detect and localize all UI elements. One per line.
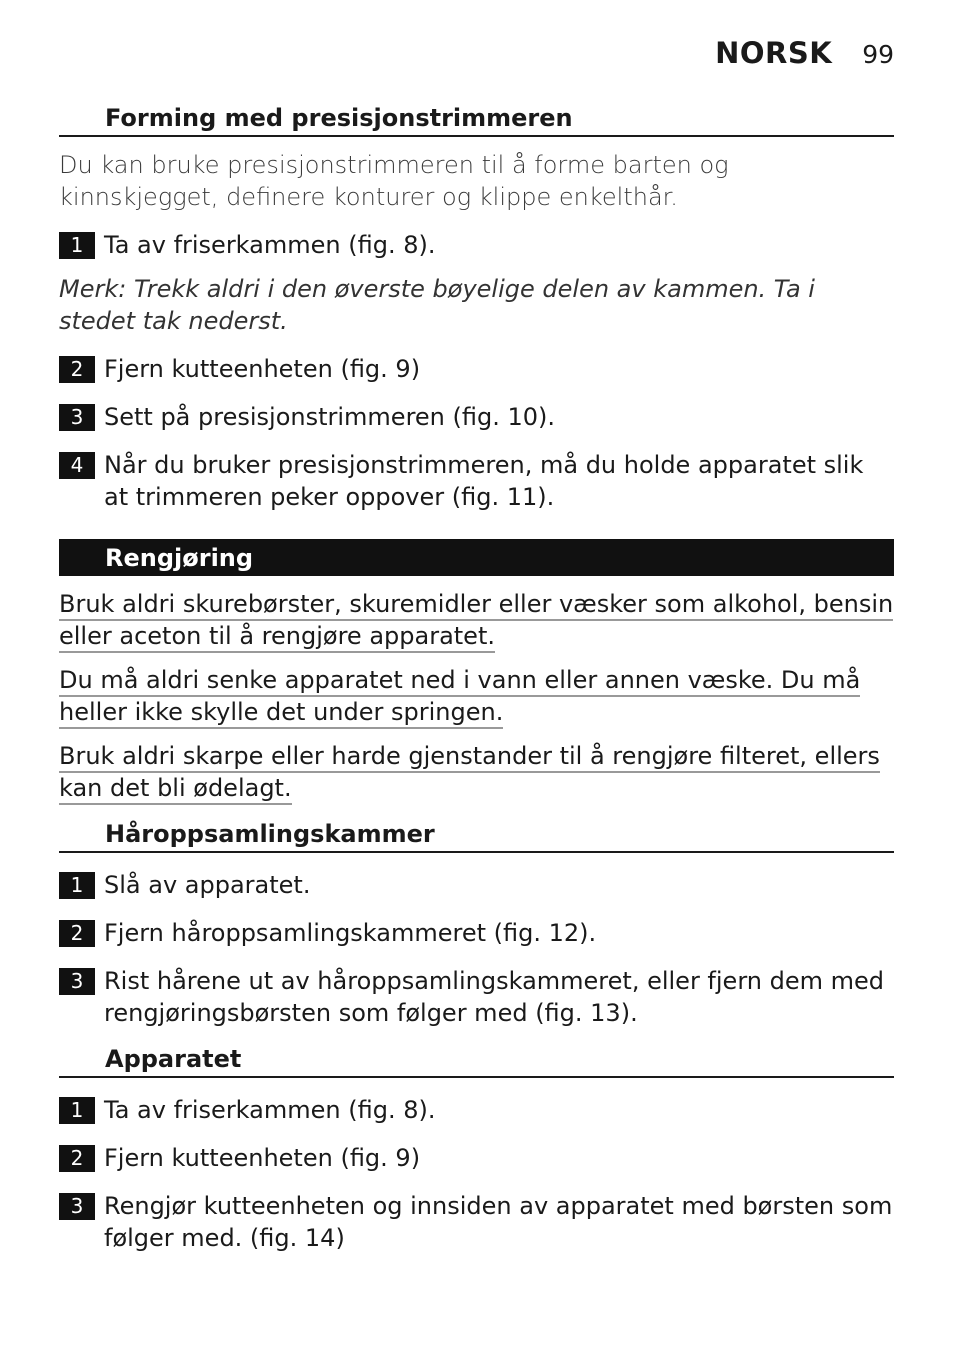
- step-text: Slå av apparatet.: [104, 871, 311, 899]
- section-heading-appliance: Apparatet: [59, 1041, 894, 1078]
- warning-text: Du må aldri senke apparatet ned i vann eller annen væske. Du må heller ikke skylle det under springen.: [59, 666, 860, 729]
- step-item: [59, 229, 894, 261]
- page-number: 99: [862, 40, 894, 69]
- warning-paragraph: [59, 664, 894, 728]
- step-item: [59, 449, 894, 513]
- step-item: [59, 965, 894, 1029]
- step-text: Ta av friserkammen (fig. 8).: [104, 231, 436, 259]
- step-item: [59, 869, 894, 901]
- step-item: [59, 917, 894, 949]
- step-text: Rist hårene ut av håroppsamlingskammeret, eller fjern dem med rengjøringsbørsten som følger med (fig. 13).: [104, 967, 884, 1027]
- warning-text: Bruk aldri skurebørster, skuremidler eller væsker som alkohol, bensin eller aceton til å rengjøre apparatet.: [59, 590, 893, 653]
- intro-paragraph: Du kan bruke presisjonstrimmeren til å forme barten og kinnskjegget, definere konturer og klippe enkelthår.: [59, 151, 729, 211]
- page-content: [59, 100, 894, 1254]
- step-text: Når du bruker presisjonstrimmeren, må du holde apparatet slik at trimmeren peker oppover (fig. 11).: [104, 451, 864, 511]
- note-paragraph: Merk: Trekk aldri i den øverste bøyelige delen av kammen. Ta i stedet tak nederst.: [59, 275, 815, 335]
- step-number: 1: [59, 1097, 95, 1124]
- warning-text: Bruk aldri skarpe eller harde gjenstander til å rengjøre filteret, ellers kan det bli ødelagt.: [59, 742, 880, 805]
- step-number: 3: [59, 968, 95, 995]
- step-text: Fjern håroppsamlingskammeret (fig. 12).: [104, 919, 597, 947]
- step-number: 2: [59, 920, 95, 947]
- section-heading-forming: Forming med presisjonstrimmeren: [59, 100, 894, 137]
- warning-paragraph: [59, 588, 894, 652]
- step-number: 3: [59, 1193, 95, 1220]
- step-number: 4: [59, 452, 95, 479]
- section-heading-hair-chamber: Håroppsamlingskammer: [59, 816, 894, 853]
- step-text: Rengjør kutteenheten og innsiden av apparatet med børsten som følger med. (fig. 14): [104, 1192, 893, 1252]
- warning-paragraph: [59, 740, 894, 804]
- step-text: Fjern kutteenheten (fig. 9): [104, 355, 421, 383]
- step-item: [59, 1142, 894, 1174]
- step-number: 1: [59, 872, 95, 899]
- language-label: NORSK: [715, 36, 833, 70]
- step-number: 2: [59, 356, 95, 383]
- page-header: [715, 36, 894, 70]
- step-text: Ta av friserkammen (fig. 8).: [104, 1096, 436, 1124]
- step-text: Fjern kutteenheten (fig. 9): [104, 1144, 421, 1172]
- step-item: [59, 401, 894, 433]
- step-number: 1: [59, 232, 95, 259]
- section-heading-cleaning: Rengjøring: [59, 539, 894, 576]
- step-item: [59, 1190, 894, 1254]
- step-item: [59, 1094, 894, 1126]
- step-text: Sett på presisjonstrimmeren (fig. 10).: [104, 403, 556, 431]
- step-number: 3: [59, 404, 95, 431]
- step-number: 2: [59, 1145, 95, 1172]
- step-item: [59, 353, 894, 385]
